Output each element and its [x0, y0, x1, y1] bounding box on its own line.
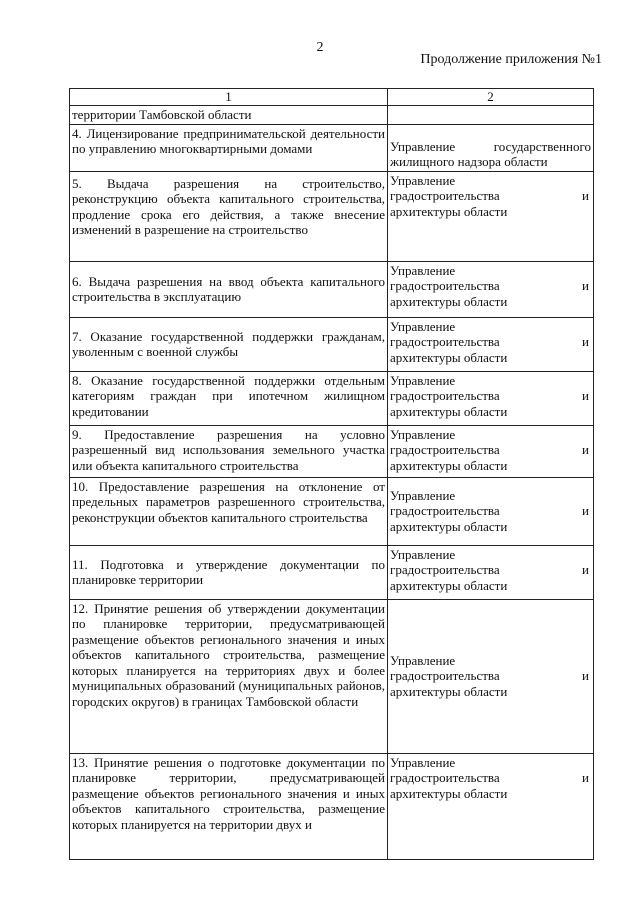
table-header-row: [70, 89, 594, 106]
authority-conjunction: и: [582, 334, 589, 349]
authority-text: градостроительства: [390, 668, 500, 684]
authority-line: архитектуры области: [390, 349, 508, 365]
authority-line: архитектуры области: [390, 203, 508, 219]
authority-conjunction: и: [582, 668, 589, 684]
authority-line: архитектуры области: [390, 683, 508, 699]
authority-cell: [388, 261, 594, 317]
table-row: [70, 317, 594, 371]
authority-line: Управление: [390, 172, 456, 188]
service-cell: 7. Оказание государственной поддержки гражданам, уволенным с военной службы: [70, 317, 388, 371]
authority-line: архитектуры области: [390, 293, 508, 309]
authority-line: Управление: [390, 426, 456, 442]
authority-line: [390, 503, 591, 519]
authority-line: архитектуры области: [390, 785, 508, 801]
authority-conjunction: и: [582, 770, 589, 785]
service-cell: 6. Выдача разрешения на ввод объекта капитального строительства в эксплуатацию: [70, 261, 388, 317]
authority-line: Управление: [390, 754, 456, 770]
authority-cell: [388, 753, 594, 859]
service-cell: 12. Принятие решения об утверждении документации по планировке территории, предусматривающей размещение объектов регионального значения и иных объектов капитального строительства, размещение которых планируется на территориях двух и более муниципальных образований (муниципальных районов, городских округов) в границах Тамбовской области: [70, 599, 388, 753]
authority-cell: [388, 371, 594, 425]
table-row: [70, 477, 594, 545]
authority-cell: [388, 425, 594, 477]
authority-line: [390, 562, 591, 578]
authority-line: Управление: [390, 487, 456, 503]
table-row: [70, 171, 594, 261]
authority-line: [390, 278, 591, 294]
authority-cell: [388, 171, 594, 261]
authority-line: архитектуры области: [390, 403, 508, 419]
authority-text: градостроительства: [390, 388, 500, 403]
authority-line: [390, 770, 591, 786]
authority-line: [390, 334, 591, 350]
authority-conjunction: и: [582, 388, 589, 403]
authority-line: архитектуры области: [390, 577, 508, 593]
authority-conjunction: и: [582, 562, 589, 577]
authority-conjunction: и: [582, 278, 589, 293]
authority-line: архитектуры области: [390, 457, 508, 473]
authority-line: [390, 388, 591, 404]
table-row: [70, 425, 594, 477]
table-row: [70, 599, 594, 753]
authority-line: Управление: [390, 318, 456, 334]
table-row: [70, 371, 594, 425]
table-row: [70, 124, 594, 171]
authority-line: Управление: [390, 262, 456, 278]
authority-cell: [388, 106, 594, 125]
authority-cell: [388, 599, 594, 753]
authority-text: градостроительства: [390, 278, 500, 293]
authority-cell: [388, 477, 594, 545]
authority-line: Управление: [390, 652, 456, 668]
authority-line: [390, 668, 591, 684]
service-cell: 11. Подготовка и утверждение документации по планировке территории: [70, 545, 388, 599]
authority-conjunction: и: [582, 442, 589, 457]
service-cell: 9. Предоставление разрешения на условно разрешенный вид использования земельного участка или объекта капитального строительства: [70, 425, 388, 477]
column-header: 2: [388, 89, 594, 106]
authority-line: Управление: [390, 372, 456, 388]
authority-cell: [388, 317, 594, 371]
authority-text: градостроительства: [390, 503, 500, 519]
service-cell: 10. Предоставление разрешения на отклонение от предельных параметров разрешенного строительства, реконструкции объектов капитального строительства: [70, 477, 388, 545]
authority-line: [390, 188, 591, 204]
authority-text: градостроительства: [390, 334, 500, 349]
service-cell: 8. Оказание государственной поддержки отдельным категориям граждан при ипотечном жилищном кредитовании: [70, 371, 388, 425]
authority-conjunction: и: [582, 188, 589, 203]
service-cell: 4. Лицензирование предпринимательской деятельности по управлению многоквартирными домами: [70, 124, 388, 171]
authority-line: Управление: [390, 546, 456, 562]
authority-text: градостроительства: [390, 770, 500, 785]
table-row: [70, 261, 594, 317]
authority-conjunction: и: [582, 503, 589, 519]
table-row: [70, 753, 594, 859]
table-row: [70, 106, 594, 125]
continuation-title: Продолжение приложения №1: [420, 52, 602, 67]
authority-cell: [388, 545, 594, 599]
authority-text: градостроительства: [390, 188, 500, 203]
document-table: [69, 88, 594, 860]
authority-cell: Управление государственного жилищного надзора области: [388, 124, 594, 171]
authority-line: [390, 442, 591, 458]
authority-line: архитектуры области: [390, 518, 508, 534]
service-cell: 13. Принятие решения о подготовке документации по планировке территории, предусматривающей размещение объектов регионального значения и иных объектов капитального строительства, размещение которых планируется на территории двух и: [70, 753, 388, 859]
authority-text: градостроительства: [390, 442, 500, 457]
page-number: 2: [316, 40, 324, 55]
service-cell: территории Тамбовской области: [70, 106, 388, 125]
column-header: 1: [70, 89, 388, 106]
service-cell: 5. Выдача разрешения на строительство, реконструкцию объекта капитального строительства, продление срока его действия, а также внесение изменений в разрешение на строительство: [70, 171, 388, 261]
authority-text: градостроительства: [390, 562, 500, 577]
table-row: [70, 545, 594, 599]
